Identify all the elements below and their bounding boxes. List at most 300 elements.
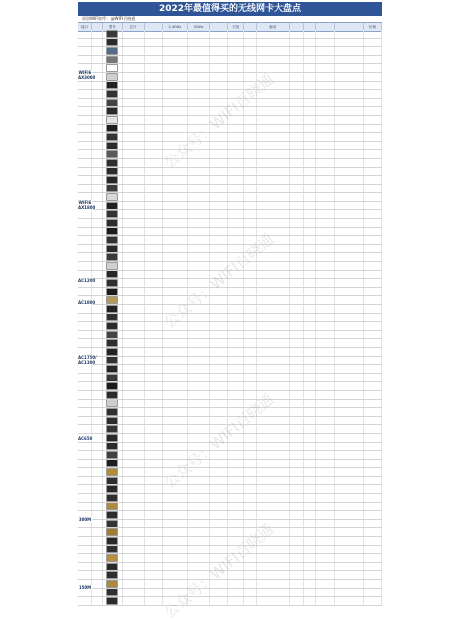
product-thumbnail — [106, 176, 118, 184]
table-cell — [123, 425, 145, 433]
product-thumbnail — [106, 236, 118, 244]
table-cell — [364, 159, 382, 167]
watermark: 公众号：WIFI百晓通 — [160, 229, 278, 332]
table-cell — [210, 219, 228, 227]
product-thumbnail — [106, 322, 118, 330]
table-cell — [78, 210, 92, 218]
table-cell — [228, 253, 244, 261]
product-thumbnail — [106, 125, 118, 133]
product-thumbnail — [106, 434, 118, 442]
table-cell — [103, 271, 123, 279]
product-thumbnail — [106, 288, 118, 296]
table-cell — [335, 133, 364, 141]
table-cell — [123, 99, 145, 107]
table-cell — [228, 296, 244, 304]
table-cell — [163, 82, 189, 90]
table-cell — [364, 193, 382, 201]
table-cell — [210, 82, 228, 90]
table-row — [78, 107, 382, 116]
table-cell — [290, 503, 304, 511]
table-cell — [364, 262, 382, 270]
column-header: 芯片 — [123, 23, 145, 31]
product-thumbnail — [106, 425, 118, 433]
table-cell — [304, 477, 316, 485]
table-cell — [228, 348, 244, 356]
table-cell — [188, 73, 210, 81]
table-cell — [244, 477, 256, 485]
table-cell — [228, 382, 244, 390]
table-cell — [123, 150, 145, 158]
table-cell — [163, 322, 189, 330]
table-cell — [123, 228, 145, 236]
table-cell — [123, 511, 145, 519]
table-cell — [188, 331, 210, 339]
table-cell — [316, 288, 334, 296]
table-cell — [145, 150, 163, 158]
table-cell — [304, 460, 316, 468]
table-cell — [228, 64, 244, 72]
table-cell — [123, 39, 145, 47]
table-cell — [335, 571, 364, 579]
table-cell — [123, 589, 145, 597]
table-cell — [257, 503, 290, 511]
product-thumbnail — [106, 331, 118, 339]
table-cell — [257, 253, 290, 261]
table-cell — [304, 348, 316, 356]
table-cell — [103, 374, 123, 382]
table-cell — [257, 107, 290, 115]
table-cell — [78, 159, 92, 167]
table-cell — [92, 374, 102, 382]
table-cell — [304, 425, 316, 433]
table-cell — [210, 47, 228, 55]
table-row — [78, 477, 382, 486]
table-cell — [257, 159, 290, 167]
table-cell — [145, 425, 163, 433]
table-cell — [188, 236, 210, 244]
table-cell — [304, 434, 316, 442]
table-cell — [316, 382, 334, 390]
table-cell — [335, 477, 364, 485]
table-cell — [188, 443, 210, 451]
table-cell — [103, 520, 123, 528]
table-cell — [188, 571, 210, 579]
table-cell — [145, 468, 163, 476]
table-cell — [145, 443, 163, 451]
table-cell — [244, 176, 256, 184]
product-thumbnail — [106, 253, 118, 261]
table-cell — [244, 159, 256, 167]
table-cell — [163, 331, 189, 339]
product-thumbnail — [106, 365, 118, 373]
table-cell — [103, 30, 123, 38]
table-cell — [335, 176, 364, 184]
table-cell — [290, 563, 304, 571]
table-cell — [188, 554, 210, 562]
table-cell — [123, 477, 145, 485]
table-cell — [316, 494, 334, 502]
table-cell — [316, 219, 334, 227]
table-row — [78, 150, 382, 159]
table-cell — [316, 503, 334, 511]
table-cell — [145, 563, 163, 571]
table-cell — [290, 322, 304, 330]
product-thumbnail — [106, 374, 118, 382]
table-row — [78, 82, 382, 91]
table-cell — [78, 554, 92, 562]
table-cell — [290, 99, 304, 107]
table-cell — [316, 477, 334, 485]
table-cell — [103, 417, 123, 425]
table-cell — [188, 133, 210, 141]
table-cell — [123, 417, 145, 425]
table-cell — [92, 331, 102, 339]
table-cell — [210, 443, 228, 451]
table-cell — [210, 408, 228, 416]
table-cell — [257, 520, 290, 528]
table-cell — [92, 56, 102, 64]
table-cell — [123, 253, 145, 261]
table-cell — [335, 374, 364, 382]
table-cell — [290, 39, 304, 47]
watermark: 公众号：WIFI百晓通 — [160, 519, 278, 622]
product-thumbnail — [106, 202, 118, 210]
table-cell — [103, 90, 123, 98]
table-cell — [257, 142, 290, 150]
table-cell — [335, 99, 364, 107]
table-cell — [244, 305, 256, 313]
table-row — [78, 142, 382, 151]
table-row — [78, 365, 382, 374]
table-cell — [364, 485, 382, 493]
table-cell — [304, 219, 316, 227]
table-cell — [163, 374, 189, 382]
table-cell — [316, 271, 334, 279]
table-row — [78, 494, 382, 503]
table-cell — [316, 468, 334, 476]
table-cell — [92, 82, 102, 90]
table-cell — [145, 202, 163, 210]
table-cell — [210, 90, 228, 98]
table-cell — [123, 133, 145, 141]
table-cell — [188, 477, 210, 485]
table-cell — [244, 589, 256, 597]
table-cell — [304, 357, 316, 365]
table-cell — [123, 219, 145, 227]
table-row — [78, 408, 382, 417]
table-cell — [210, 253, 228, 261]
table-cell — [145, 503, 163, 511]
column-header: 型号 — [103, 23, 123, 31]
table-cell — [228, 443, 244, 451]
table-cell — [304, 56, 316, 64]
table-cell — [163, 520, 189, 528]
table-cell — [188, 460, 210, 468]
table-cell — [335, 107, 364, 115]
table-cell — [92, 494, 102, 502]
table-cell — [244, 580, 256, 588]
table-cell — [145, 219, 163, 227]
table-cell — [210, 571, 228, 579]
table-cell — [364, 142, 382, 150]
table-cell — [103, 262, 123, 270]
table-cell — [145, 571, 163, 579]
table-cell — [228, 374, 244, 382]
table-cell — [244, 116, 256, 124]
table-cell — [103, 82, 123, 90]
table-cell — [163, 546, 189, 554]
table-cell — [316, 485, 334, 493]
table-cell — [163, 168, 189, 176]
table-cell — [103, 468, 123, 476]
table-cell — [335, 90, 364, 98]
table-cell — [228, 39, 244, 47]
table-cell — [92, 228, 102, 236]
table-cell — [290, 460, 304, 468]
table-cell — [335, 511, 364, 519]
table-cell — [364, 580, 382, 588]
table-cell — [290, 443, 304, 451]
table-cell — [335, 520, 364, 528]
table-cell — [103, 511, 123, 519]
table-cell — [210, 434, 228, 442]
table-cell — [228, 511, 244, 519]
table-cell — [188, 253, 210, 261]
table-cell — [210, 271, 228, 279]
table-cell — [228, 494, 244, 502]
table-cell — [364, 365, 382, 373]
table-cell — [188, 563, 210, 571]
table-cell — [210, 589, 228, 597]
table-cell — [188, 537, 210, 545]
product-thumbnail — [106, 554, 118, 562]
table-cell — [123, 365, 145, 373]
table-row — [78, 125, 382, 134]
table-cell — [244, 30, 256, 38]
table-cell — [228, 56, 244, 64]
table-cell — [244, 210, 256, 218]
table-cell — [335, 279, 364, 287]
table-cell — [188, 82, 210, 90]
table-cell — [210, 503, 228, 511]
table-cell — [210, 64, 228, 72]
product-thumbnail — [106, 116, 118, 124]
table-cell — [316, 314, 334, 322]
table-cell — [290, 90, 304, 98]
table-cell — [123, 451, 145, 459]
table-cell — [163, 30, 189, 38]
table-cell — [92, 288, 102, 296]
table-cell — [103, 597, 123, 605]
table-cell — [316, 563, 334, 571]
table-cell — [304, 331, 316, 339]
table-cell — [188, 168, 210, 176]
table-cell — [163, 528, 189, 536]
table-cell — [163, 245, 189, 253]
table-cell — [145, 262, 163, 270]
table-cell — [123, 210, 145, 218]
table-cell — [145, 305, 163, 313]
table-cell — [145, 133, 163, 141]
table-row — [78, 202, 382, 211]
table-cell — [228, 331, 244, 339]
table-cell — [163, 460, 189, 468]
table-cell — [188, 417, 210, 425]
table-cell — [210, 39, 228, 47]
table-cell — [257, 485, 290, 493]
table-cell — [335, 460, 364, 468]
table-cell — [290, 193, 304, 201]
table-row — [78, 219, 382, 228]
table-cell — [244, 443, 256, 451]
table-cell — [228, 82, 244, 90]
table-cell — [92, 193, 102, 201]
table-cell — [257, 279, 290, 287]
table-cell — [290, 228, 304, 236]
table-cell — [145, 597, 163, 605]
table-cell — [316, 125, 334, 133]
table-cell — [228, 460, 244, 468]
table-cell — [228, 451, 244, 459]
table-cell — [244, 597, 256, 605]
table-cell — [145, 451, 163, 459]
table-cell — [228, 417, 244, 425]
table-cell — [163, 537, 189, 545]
table-cell — [257, 580, 290, 588]
table-cell — [316, 339, 334, 347]
table-cell — [244, 537, 256, 545]
watermark: 公众号：WIFI百晓通 — [160, 69, 278, 172]
table-cell — [316, 150, 334, 158]
table-cell — [92, 563, 102, 571]
table-cell — [188, 210, 210, 218]
table-cell — [290, 580, 304, 588]
product-thumbnail — [106, 563, 118, 571]
table-cell — [316, 537, 334, 545]
table-cell — [364, 90, 382, 98]
table-row — [78, 228, 382, 237]
product-thumbnail — [106, 262, 118, 270]
table-cell — [123, 520, 145, 528]
table-row — [78, 305, 382, 314]
table-cell — [316, 425, 334, 433]
table-cell — [257, 82, 290, 90]
table-cell — [304, 236, 316, 244]
table-cell — [123, 339, 145, 347]
table-cell — [145, 460, 163, 468]
product-thumbnail — [106, 417, 118, 425]
table-cell — [163, 348, 189, 356]
product-thumbnail — [106, 485, 118, 493]
table-cell — [210, 546, 228, 554]
group-label: 300M — [78, 517, 92, 522]
table-cell — [335, 563, 364, 571]
table-cell — [257, 511, 290, 519]
table-cell — [123, 537, 145, 545]
table-cell — [304, 150, 316, 158]
table-cell — [188, 451, 210, 459]
table-cell — [210, 73, 228, 81]
table-cell — [244, 485, 256, 493]
table-cell — [316, 580, 334, 588]
table-cell — [123, 400, 145, 408]
table-cell — [145, 228, 163, 236]
table-cell — [290, 107, 304, 115]
table-cell — [123, 503, 145, 511]
table-cell — [92, 468, 102, 476]
table-cell — [335, 554, 364, 562]
table-cell — [188, 116, 210, 124]
table-cell — [92, 210, 102, 218]
table-cell — [103, 460, 123, 468]
table-cell — [210, 374, 228, 382]
table-cell — [145, 348, 163, 356]
table-cell — [244, 494, 256, 502]
table-cell — [145, 589, 163, 597]
table-cell — [257, 176, 290, 184]
table-cell — [163, 580, 189, 588]
table-cell — [316, 571, 334, 579]
table-cell — [163, 228, 189, 236]
table-cell — [257, 528, 290, 536]
table-cell — [145, 176, 163, 184]
table-cell — [228, 322, 244, 330]
table-cell — [257, 563, 290, 571]
table-cell — [290, 468, 304, 476]
table-cell — [103, 150, 123, 158]
table-cell — [257, 99, 290, 107]
table-cell — [188, 520, 210, 528]
table-cell — [244, 296, 256, 304]
table-cell — [257, 365, 290, 373]
table-cell — [244, 228, 256, 236]
table-cell — [244, 262, 256, 270]
table-cell — [364, 348, 382, 356]
table-cell — [290, 425, 304, 433]
table-cell — [257, 382, 290, 390]
table-cell — [335, 546, 364, 554]
table-cell — [304, 210, 316, 218]
table-cell — [335, 150, 364, 158]
table-cell — [364, 125, 382, 133]
table-cell — [244, 382, 256, 390]
table-cell — [304, 314, 316, 322]
table-cell — [163, 425, 189, 433]
table-cell — [304, 554, 316, 562]
table-cell — [304, 589, 316, 597]
table-cell — [335, 528, 364, 536]
table-cell — [335, 503, 364, 511]
table-cell — [123, 107, 145, 115]
table-row — [78, 159, 382, 168]
table-cell — [364, 133, 382, 141]
table-cell — [316, 296, 334, 304]
table-cell — [290, 47, 304, 55]
page-subtitle: 原创WIFI知乎：@WIFI百晓通 — [82, 16, 136, 21]
table-cell — [290, 408, 304, 416]
table-cell — [123, 494, 145, 502]
table-cell — [163, 210, 189, 218]
table-cell — [316, 417, 334, 425]
table-cell — [210, 485, 228, 493]
table-cell — [92, 485, 102, 493]
table-cell — [290, 296, 304, 304]
table-cell — [257, 245, 290, 253]
table-cell — [316, 245, 334, 253]
table-cell — [290, 589, 304, 597]
table-row — [78, 460, 382, 469]
table-cell — [163, 185, 189, 193]
